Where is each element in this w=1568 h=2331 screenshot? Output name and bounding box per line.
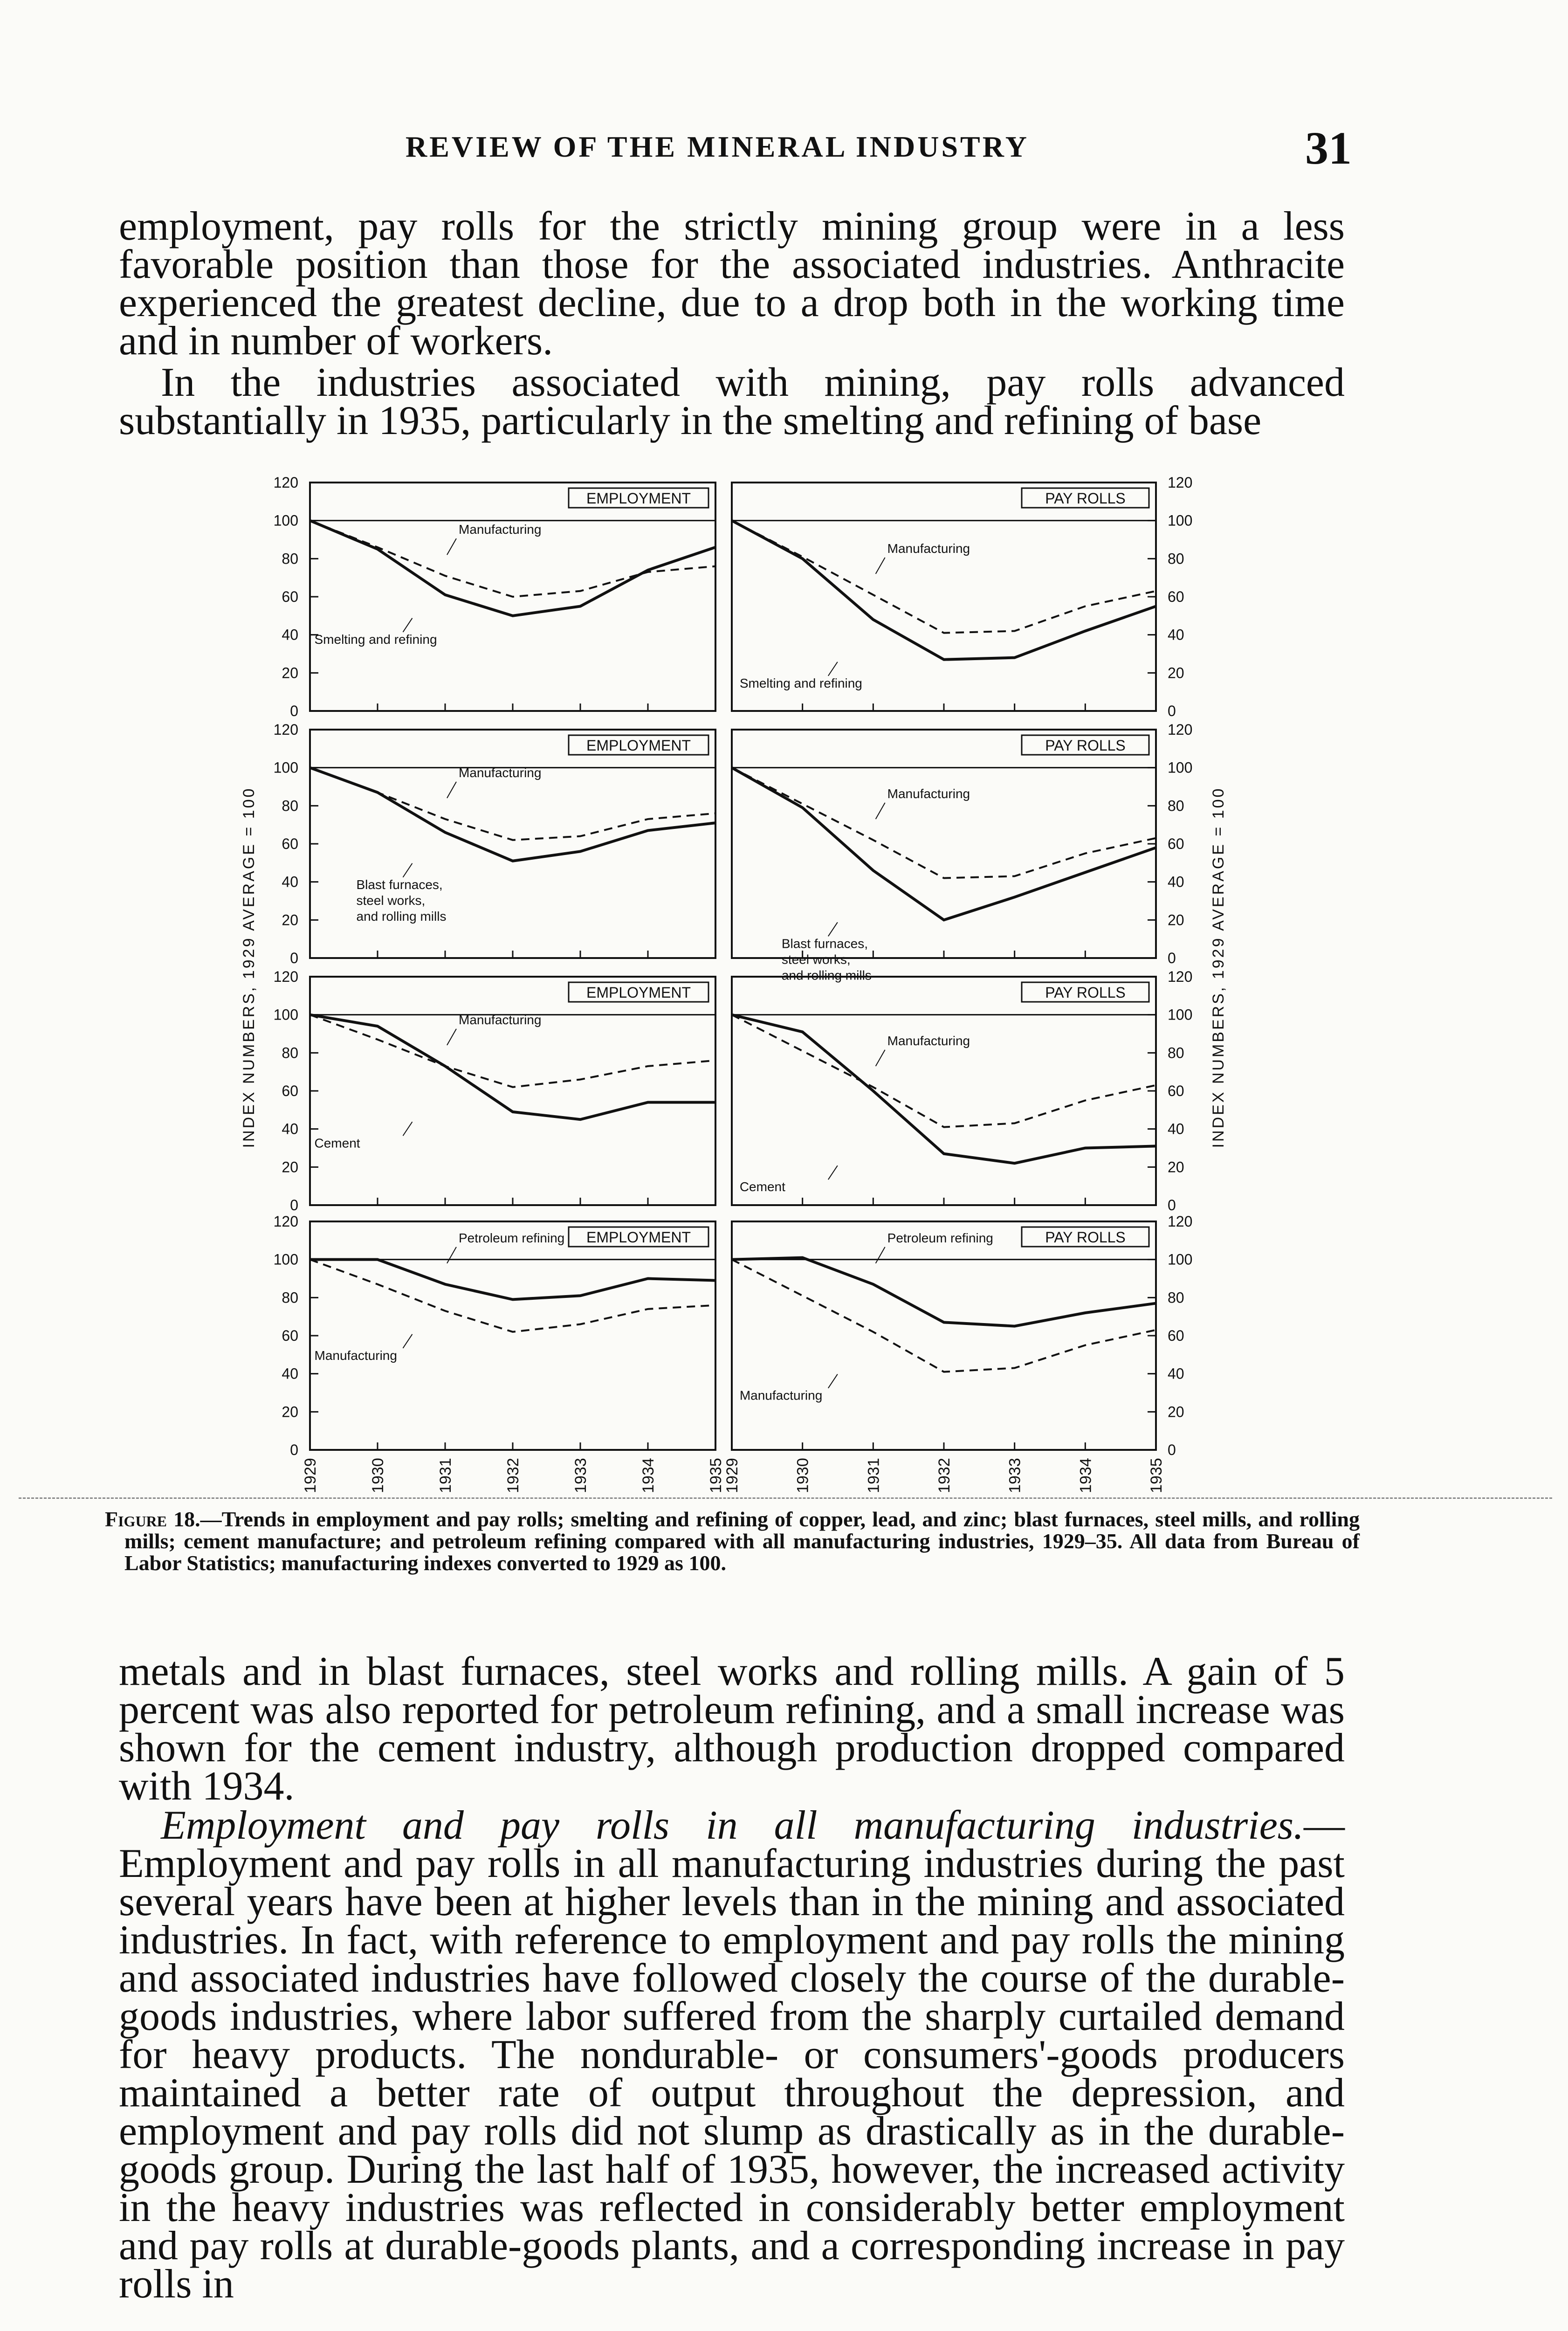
label-leader <box>828 922 838 936</box>
label-leader <box>828 1374 838 1388</box>
y-tick-label-left: 20 <box>282 1159 298 1176</box>
x-tick-label: 1931 <box>865 1458 883 1493</box>
label-leader <box>403 1122 413 1136</box>
series-line-manufacturing <box>732 1260 1156 1372</box>
series-label: Blast furnaces, <box>781 936 868 951</box>
y-tick-label-left: 20 <box>282 911 298 929</box>
series-label: Petroleum refining <box>459 1230 565 1245</box>
y-tick-label-right: 40 <box>1168 1365 1184 1382</box>
y-tick-label-left: 60 <box>282 588 298 605</box>
series-line-manufacturing <box>732 768 1156 878</box>
panel-frame <box>732 730 1156 958</box>
y-tick-label-left: 40 <box>282 626 298 643</box>
y-axis-title-left: INDEX NUMBERS, 1929 AVERAGE = 100 <box>240 786 258 1148</box>
y-tick-label-left: 80 <box>282 797 298 814</box>
label-leader <box>447 538 456 555</box>
y-tick-label-right: 20 <box>1168 1403 1184 1421</box>
x-tick-label: 1931 <box>437 1458 454 1493</box>
label-leader <box>876 1050 885 1066</box>
y-tick-label-left: 100 <box>273 1251 298 1268</box>
y-tick-label-left: 60 <box>282 1327 298 1344</box>
x-tick-label: 1929 <box>302 1458 319 1493</box>
y-tick-label-right: 60 <box>1168 1083 1184 1099</box>
panel-tag-label: EMPLOYMENT <box>586 737 691 754</box>
series-label: Cement <box>739 1179 785 1194</box>
x-tick-label: 1933 <box>572 1458 590 1493</box>
panel-tag-label: PAY ROLLS <box>1045 737 1126 754</box>
label-leader <box>828 662 838 676</box>
series-line-industry <box>310 1012 715 1120</box>
series-label: steel works, <box>781 952 851 967</box>
panel-tag-label: EMPLOYMENT <box>586 490 691 507</box>
y-tick-label-left: 60 <box>282 835 298 852</box>
series-label: Manufacturing <box>887 1033 970 1048</box>
series-label: Manufacturing <box>459 1012 542 1027</box>
panel-tag-label: PAY ROLLS <box>1045 1229 1126 1246</box>
series-label: Smelting and refining <box>314 632 437 647</box>
x-tick-label: 1932 <box>504 1458 522 1493</box>
panel-tag-label: PAY ROLLS <box>1045 984 1126 1001</box>
y-tick-label-left: 120 <box>273 968 298 985</box>
y-tick-label-left: 20 <box>282 1403 298 1421</box>
y-tick-label-left: 40 <box>282 873 298 890</box>
paragraph-3: metals and in blast furnaces, steel works and rolling mills. A gain of 5 percent was also reported for petroleum refining, and a small increase was shown for the cement industry, although production dropped compared with 1934. <box>119 1649 1345 1809</box>
y-tick-label-left: 80 <box>282 1044 298 1062</box>
figure-separator <box>19 1497 1552 1499</box>
y-tick-label-right: 100 <box>1168 1251 1193 1268</box>
y-tick-label-left: 60 <box>282 1083 298 1099</box>
y-tick-label-right: 60 <box>1168 835 1184 852</box>
y-tick-label-left: 100 <box>273 512 298 529</box>
y-tick-label-left: 0 <box>290 1197 298 1214</box>
label-leader <box>828 1166 838 1179</box>
paragraph-4 <box>119 1803 1345 2307</box>
y-tick-label-right: 80 <box>1168 550 1184 567</box>
series-label: Manufacturing <box>314 1348 397 1363</box>
label-leader <box>876 558 885 574</box>
x-tick-label: 1934 <box>640 1458 657 1493</box>
y-tick-label-right: 20 <box>1168 1159 1184 1176</box>
y-tick-label-right: 100 <box>1168 512 1193 529</box>
y-tick-label-right: 120 <box>1168 1213 1193 1230</box>
label-leader <box>447 1247 456 1263</box>
y-tick-label-right: 120 <box>1168 474 1193 491</box>
y-tick-label-right: 20 <box>1168 911 1184 929</box>
y-tick-label-right: 80 <box>1168 1044 1184 1062</box>
paragraph-4-text: —Employment and pay rolls in all manufacturing industries during the past several years have been at higher levels than in the mining and associated industries. In fact, with reference to employment and pay rolls the mining and associated industries have followed closely the course of the durable-goods industries, where labor suffered from the sharply curtailed demand for heavy products. The nondurable- or consumers'-goods producers maintained a better rate of output throughout the depression, and employment and pay rolls did not slump as drastically as in the durable-goods group. During the last half of 1935, however, the increased activity in the heavy industries was reflected in considerably better employment and pay rolls at durable-goods plants, and a corresponding increase in pay rolls in <box>119 1803 1345 2307</box>
y-tick-label-right: 40 <box>1168 873 1184 890</box>
y-tick-label-right: 120 <box>1168 968 1193 985</box>
y-tick-label-left: 120 <box>273 474 298 491</box>
y-tick-label-right: 60 <box>1168 1327 1184 1344</box>
y-tick-label-right: 40 <box>1168 626 1184 643</box>
series-label: Smelting and refining <box>739 676 862 690</box>
series-line-manufacturing <box>732 521 1156 633</box>
y-tick-label-left: 80 <box>282 1289 298 1306</box>
series-label: and rolling mills <box>781 968 872 983</box>
panel-frame <box>310 977 715 1205</box>
y-tick-label-right: 80 <box>1168 797 1184 814</box>
y-tick-label-right: 80 <box>1168 1289 1184 1306</box>
series-label: Manufacturing <box>459 765 542 780</box>
y-tick-label-left: 0 <box>290 1441 298 1458</box>
series-label: Manufacturing <box>887 541 970 556</box>
label-leader <box>876 803 885 819</box>
y-tick-label-right: 100 <box>1168 1006 1193 1023</box>
y-tick-label-right: 20 <box>1168 664 1184 682</box>
y-tick-label-left: 40 <box>282 1120 298 1138</box>
y-tick-label-left: 20 <box>282 664 298 682</box>
series-line-industry <box>310 1260 715 1300</box>
y-tick-label-right: 100 <box>1168 759 1193 776</box>
panel-tag-label: EMPLOYMENT <box>586 984 691 1001</box>
label-leader <box>403 863 413 877</box>
panel-frame <box>732 977 1156 1205</box>
caption-text: —Trends in employment and pay rolls; smelting and refining of copper, lead, and zinc; blast furnaces, steel mills, and rolling mills; cement manufacture; and petroleum refining compared with all manufacturing industries, 1929–35. All data from Bureau of Labor Statistics; manufacturing indexes converted to 1929 as 100. <box>124 1507 1360 1575</box>
y-tick-label-left: 100 <box>273 759 298 776</box>
y-tick-label-right: 0 <box>1168 703 1176 719</box>
series-line-manufacturing <box>310 1260 715 1332</box>
series-label: Blast furnaces, <box>356 877 443 892</box>
label-leader <box>447 782 456 798</box>
label-leader <box>447 1029 456 1045</box>
running-title: REVIEW OF THE MINERAL INDUSTRY <box>406 130 1029 163</box>
figure-label: Figure 18. <box>105 1507 200 1531</box>
panel-tag-label: PAY ROLLS <box>1045 490 1126 507</box>
panel-tag-label: EMPLOYMENT <box>586 1229 691 1246</box>
paragraph-1: employment, pay rolls for the strictly mining group were in a less favorable position than those for the associated industries. Anthracite experienced the greatest decline, due to a drop both in the working time and in number of workers. <box>119 204 1345 364</box>
label-leader <box>403 1334 413 1348</box>
series-label: Manufacturing <box>459 522 542 537</box>
series-line-industry <box>310 765 715 861</box>
y-tick-label-left: 80 <box>282 550 298 567</box>
x-tick-label: 1932 <box>935 1458 953 1493</box>
series-label: and rolling mills <box>356 909 447 924</box>
label-leader <box>876 1247 885 1263</box>
x-tick-label: 1935 <box>707 1458 725 1493</box>
series-label: Manufacturing <box>887 786 970 801</box>
page-number: 31 <box>1305 122 1352 174</box>
x-tick-label: 1930 <box>794 1458 812 1493</box>
x-tick-label: 1929 <box>723 1458 741 1493</box>
y-tick-label-right: 40 <box>1168 1120 1184 1138</box>
y-tick-label-left: 40 <box>282 1365 298 1382</box>
y-tick-label-left: 120 <box>273 1213 298 1230</box>
y-tick-label-right: 120 <box>1168 721 1193 738</box>
series-label: Petroleum refining <box>887 1230 993 1245</box>
figure-caption <box>105 1508 1360 1574</box>
y-tick-label-left: 0 <box>290 950 298 966</box>
series-label: steel works, <box>356 893 426 908</box>
y-tick-label-right: 0 <box>1168 1197 1176 1214</box>
x-tick-label: 1934 <box>1077 1458 1095 1493</box>
y-tick-label-left: 120 <box>273 721 298 738</box>
label-leader <box>403 618 413 632</box>
panel-frame <box>732 1221 1156 1450</box>
series-label: Cement <box>314 1136 360 1151</box>
panel-frame <box>310 1221 715 1450</box>
y-tick-label-right: 0 <box>1168 1441 1176 1458</box>
y-tick-label-left: 100 <box>273 1006 298 1023</box>
y-axis-title-right: INDEX NUMBERS, 1929 AVERAGE = 100 <box>1210 786 1227 1148</box>
paragraph-2: In the industries associated with mining, pay rolls advanced substantially in 1935, particularly in the smelting and refining of base <box>119 360 1345 443</box>
x-tick-label: 1933 <box>1006 1458 1024 1493</box>
x-tick-label: 1935 <box>1148 1458 1165 1493</box>
y-tick-label-left: 0 <box>290 703 298 719</box>
y-tick-label-right: 0 <box>1168 950 1176 966</box>
paragraph-4-italic: Employment and pay rolls in all manufacturing industries. <box>161 1803 1304 1848</box>
panel-frame <box>310 730 715 958</box>
y-tick-label-right: 60 <box>1168 588 1184 605</box>
x-tick-label: 1930 <box>369 1458 387 1493</box>
series-label: Manufacturing <box>739 1388 823 1403</box>
